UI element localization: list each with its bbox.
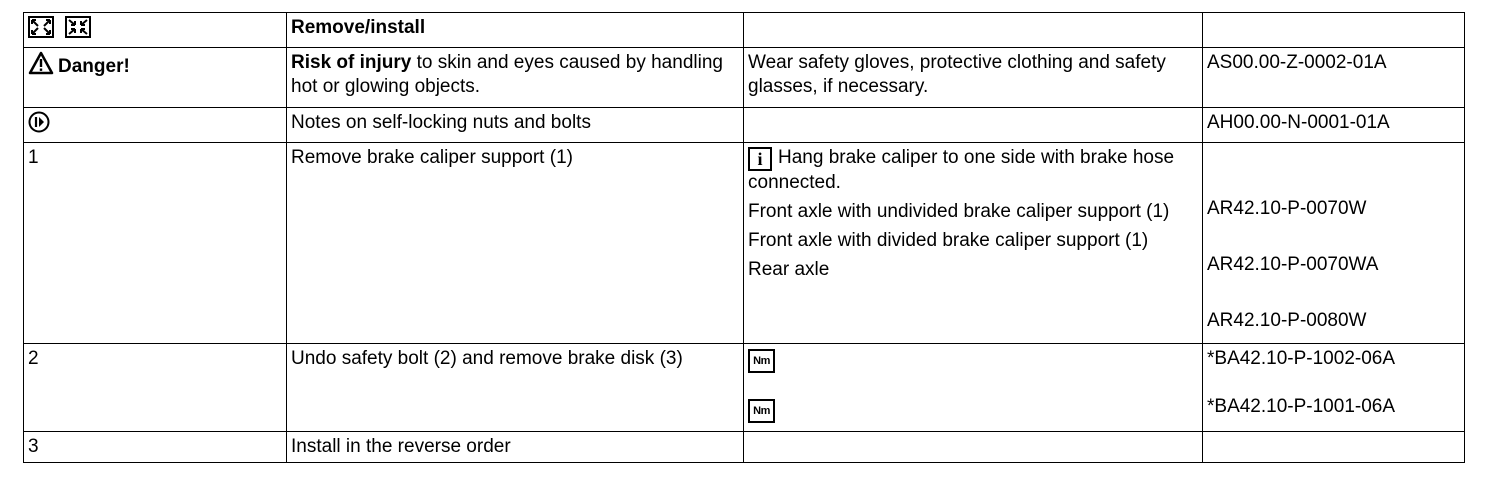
danger-label: Danger!	[58, 55, 130, 77]
notes-text: Notes on self-locking nuts and bolts	[287, 108, 744, 143]
danger-label-cell	[24, 48, 287, 108]
step-number: 1	[24, 143, 287, 344]
expand-icon[interactable]	[28, 16, 54, 45]
step-empty-cell	[744, 432, 1203, 463]
info-icon: i	[748, 147, 772, 171]
step-number: 2	[24, 344, 287, 432]
torque-icon: Nm	[748, 349, 775, 373]
step-empty-cell	[1203, 432, 1465, 463]
risk-text: to skin and eyes caused by handling hot or glowing objects.	[291, 52, 723, 97]
step-action: Remove brake caliper support (1)	[287, 143, 744, 344]
notes-icon-cell	[24, 108, 287, 143]
step-refs-cell	[1203, 143, 1465, 344]
header-empty-cell-3	[744, 13, 1203, 48]
warning-triangle-icon	[28, 51, 54, 82]
info-note	[748, 146, 1198, 195]
step-number: 3	[24, 432, 287, 463]
notes-row	[24, 108, 1465, 143]
notes-ref-link[interactable]: AH00.00-N-0001-01A	[1203, 108, 1465, 143]
danger-measure-cell: Wear safety gloves, protective clothing and safety glasses, if necessary.	[744, 48, 1203, 108]
torque-icon: Nm	[748, 399, 775, 423]
step-row-3	[24, 432, 1465, 463]
header-icons-cell	[24, 13, 287, 48]
subitem-text: Rear axle	[748, 259, 830, 280]
danger-ref-link[interactable]: AS00.00-Z-0002-01A	[1203, 48, 1465, 108]
subitem-ref-link[interactable]: AR42.10-P-0080W	[1207, 310, 1367, 331]
danger-row	[24, 48, 1465, 108]
step-details-cell	[744, 143, 1203, 344]
step-torque-cell	[744, 344, 1203, 432]
subitem-text: Front axle with divided brake caliper support (1)	[748, 230, 1149, 251]
collapse-icon[interactable]	[65, 16, 91, 45]
torque-ref-link[interactable]: *BA42.10-P-1002-06A	[1207, 348, 1396, 369]
note-icon	[28, 111, 50, 140]
procedure-table	[23, 12, 1465, 463]
subitem-ref-link[interactable]: AR42.10-P-0070W	[1207, 198, 1367, 219]
step-refs-cell	[1203, 344, 1465, 432]
notes-empty-cell	[744, 108, 1203, 143]
info-text: Hang brake caliper to one side with brake hose connected.	[748, 147, 1175, 193]
step-row-2	[24, 344, 1465, 432]
step-action: Install in the reverse order	[287, 432, 744, 463]
step-action: Undo safety bolt (2) and remove brake disk (3)	[287, 344, 744, 432]
subitem-ref-link[interactable]: AR42.10-P-0070WA	[1207, 254, 1379, 275]
subitem-text: Front axle with undivided brake caliper support (1)	[748, 201, 1170, 222]
header-title: Remove/install	[287, 13, 744, 48]
step-row-1	[24, 143, 1465, 344]
risk-bold-text: Risk of injury	[291, 52, 412, 73]
torque-ref-link[interactable]: *BA42.10-P-1001-06A	[1207, 396, 1396, 417]
header-row	[24, 13, 1465, 48]
danger-risk-cell	[287, 48, 744, 108]
header-empty-cell-4	[1203, 13, 1465, 48]
